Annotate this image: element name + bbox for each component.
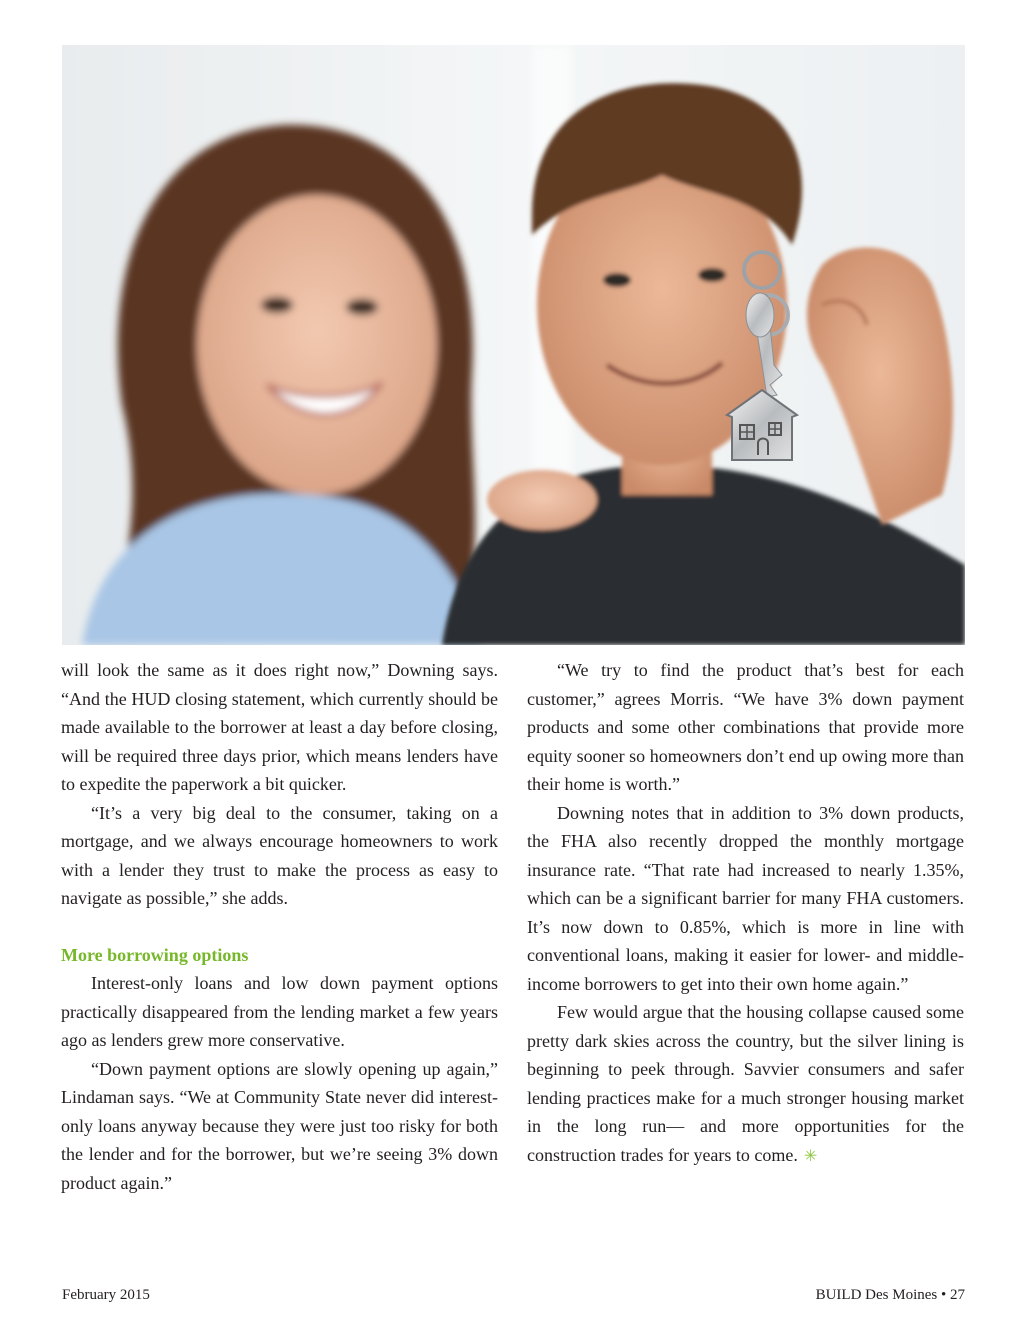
paragraph: “It’s a very big deal to the consumer, taking on a mortgage, and we always encourage homeowners to work with a lender they trust to make the process as easy to navigate as possible,” she adds.: [61, 802, 498, 908]
paragraph: Interest-only loans and low down payment options practically disappeared from the lending market a few years ago as lenders grew more conservative.: [61, 973, 498, 1050]
paragraph: will look the same as it does right now,” Downing says. “And the HUD closing statement, which currently should be made available to the borrower at least a day before closing, will be required three days prior, which means lenders have to expedite the paperwork a bit quicker.: [61, 660, 498, 794]
closing-paragraph-text: Few would argue that the housing collapse caused some pretty dark skies across the country, but the silver lining is beginning to peek through. Savvier consumers and safer lending practices make for a much stronger housing market in the long run— and more opportunities for the construction trades for years to come.: [527, 1002, 964, 1165]
article-photo: [62, 45, 965, 645]
paragraph: “Down payment options are slowly opening up again,” Lindaman says. “We at Community State never did interest-only loans anyway because they were just too risky for both the lender and for the borrower, but we’re seeing 3% down product again.”: [61, 1058, 498, 1193]
footer-publication-page: BUILD Des Moines • 27: [815, 1287, 965, 1303]
article-column-left: [61, 656, 498, 1197]
couple-with-house-key-illustration: [62, 45, 965, 645]
paragraph: [527, 998, 964, 1171]
paragraph: Downing notes that in addition to 3% down products, the FHA also recently dropped the monthly mortgage insurance rate. “That rate had increased to nearly 1.35%, which can be a significant barrier for many FHA customers. It’s now down to 0.85%, which is more in line with conventional loans, making it easier for lower- and middle-income borrowers to get into their own home again.”: [527, 802, 964, 994]
paragraph: “We try to find the product that’s best for each customer,” agrees Morris. “We have 3% down payment products and some other combinations that provide more equity sooner so homeowners don’t end up owing more than their home is worth.”: [527, 660, 964, 794]
article-column-right: [527, 656, 964, 1171]
section-subheading: More borrowing options: [61, 944, 249, 965]
end-of-article-icon: ✳: [803, 1147, 818, 1165]
footer-date: February 2015: [62, 1287, 150, 1303]
